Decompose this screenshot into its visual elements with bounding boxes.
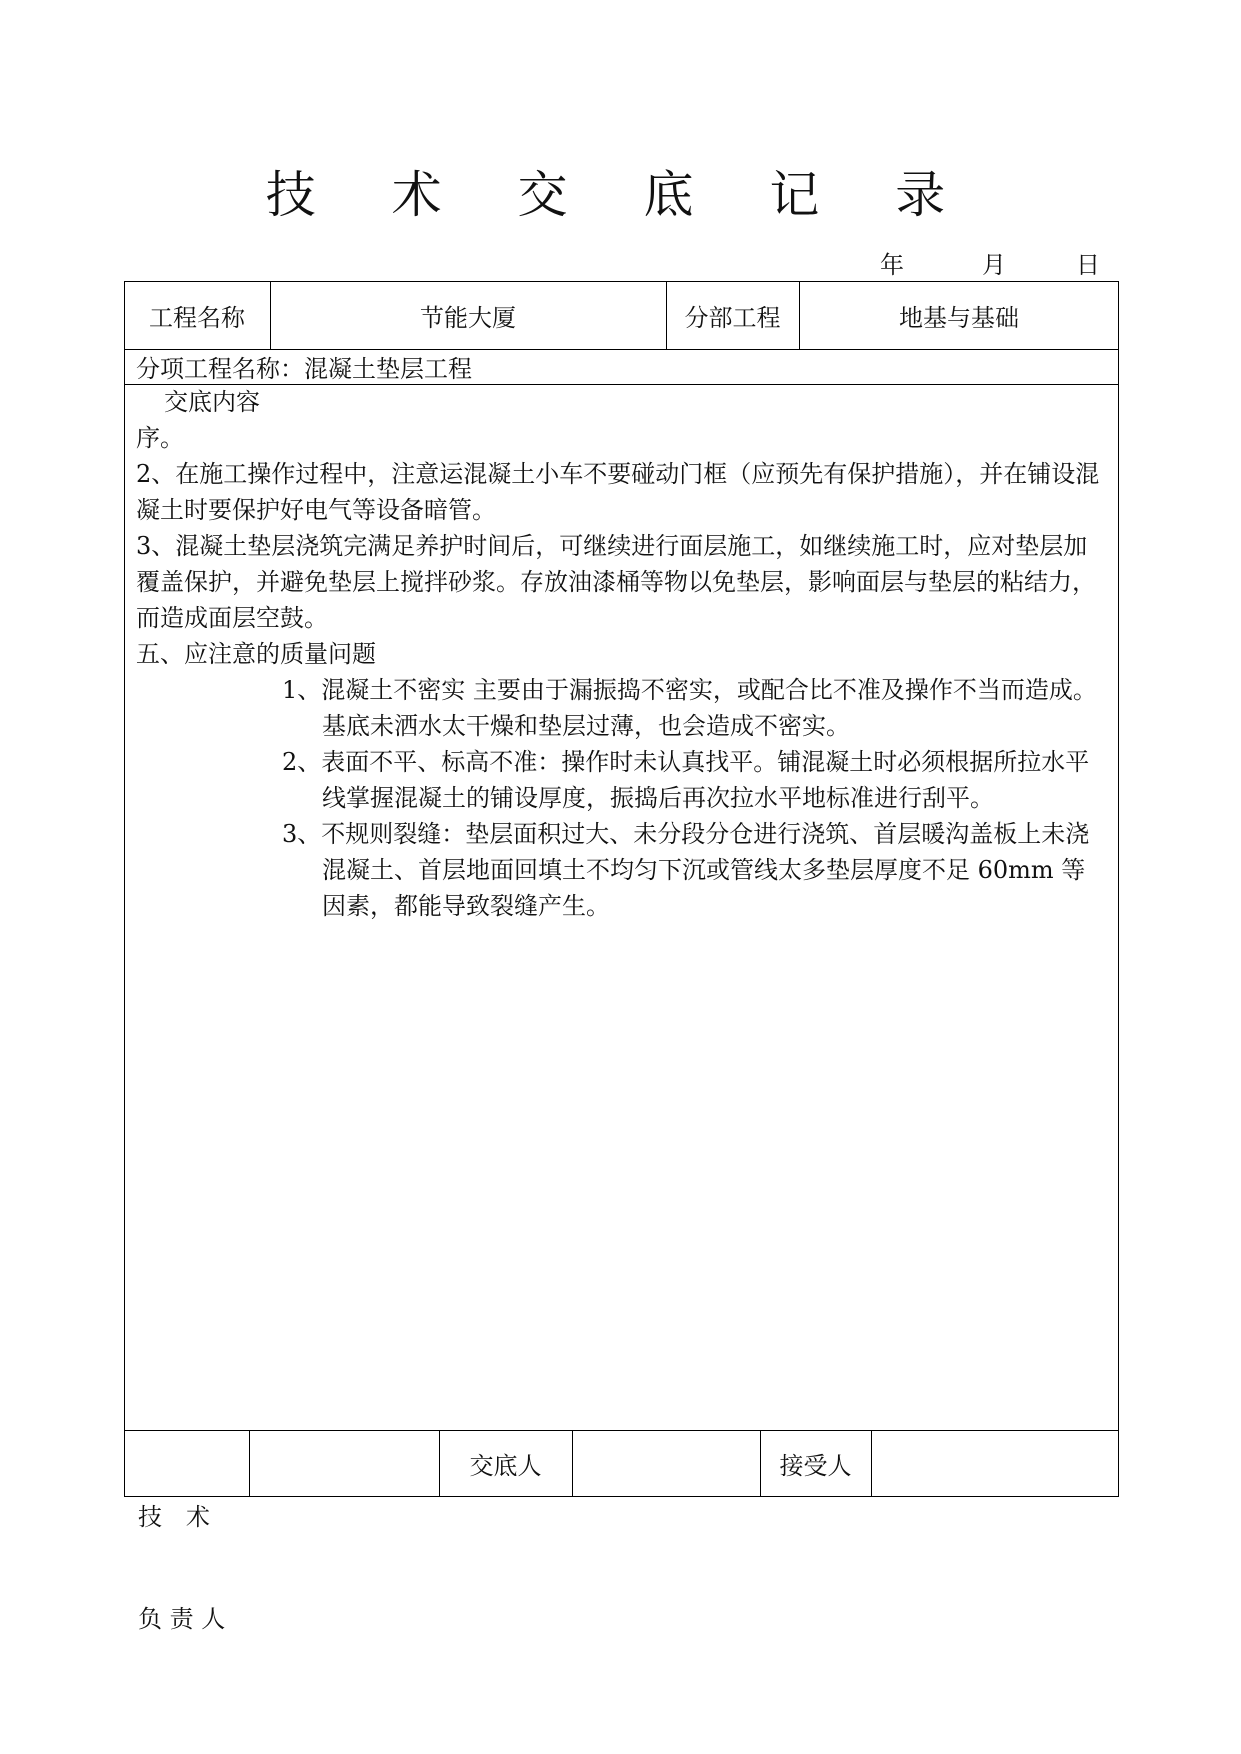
content-paragraph: 序。: [136, 424, 184, 452]
project-name-label: 工程名称: [149, 303, 245, 332]
tech-lead-label: [138, 1432, 225, 1670]
date-month: 月: [982, 251, 1006, 279]
content-heading: 交底内容: [164, 388, 260, 416]
subitem-name: 分项工程名称：混凝土垫层工程: [136, 355, 472, 383]
tech-lead-label-line1: 技 术: [138, 1503, 210, 1531]
receiver-label: 接受人: [779, 1452, 852, 1480]
division-label: 分部工程: [684, 303, 781, 332]
tech-lead-value[interactable]: [249, 1430, 439, 1497]
section-heading: 五、应注意的质量问题: [136, 640, 376, 668]
date-day: 日: [1076, 251, 1100, 279]
date-line: [880, 245, 1110, 279]
quality-item: 3、不规则裂缝：垫层面积过大、未分段分仓进行浇筑、首层暖沟盖板上未浇混凝土、首层地面回填土不均匀下沉或管线太多垫层厚度不足 60mm 等因素，都能导致裂缝产生。: [282, 820, 1090, 920]
project-name-value: 节能大厦: [420, 303, 516, 332]
receiver-value[interactable]: [871, 1430, 1119, 1497]
division-value: 地基与基础: [899, 303, 1019, 332]
quality-item: 1、混凝土不密实 主要由于漏振捣不密实，或配合比不准及操作不当而造成。基底未洒水太干燥和垫层过薄，也会造成不密实。: [282, 676, 1097, 740]
date-year: 年: [880, 251, 904, 279]
handover-person-value[interactable]: [572, 1430, 760, 1497]
handover-content: [136, 384, 1104, 924]
quality-item: 2、表面不平、标高不准：操作时未认真找平。铺混凝土时必须根据所拉水平线掌握混凝土的铺设厚度，振捣后再次拉水平地标准进行刮平。: [282, 748, 1090, 812]
page-title: 技 术 交 底 记 录: [265, 166, 976, 224]
content-paragraph: 3、混凝土垫层浇筑完满足养护时间后，可继续进行面层施工，如继续施工时，应对垫层加覆盖保护，并避免垫层上搅拌砂浆。存放油漆桶等物以免垫层，影响面层与垫层的粘结力，而造成面层空鼓。: [136, 532, 1096, 632]
tech-lead-label-line2: 负 责 人: [138, 1605, 226, 1633]
content-paragraph: 2、在施工操作过程中，注意运混凝土小车不要碰动门框（应预先有保护措施），并在铺设混凝土时要保护好电气等设备暗管。: [136, 460, 1100, 524]
handover-person-label: 交底人: [469, 1452, 542, 1480]
